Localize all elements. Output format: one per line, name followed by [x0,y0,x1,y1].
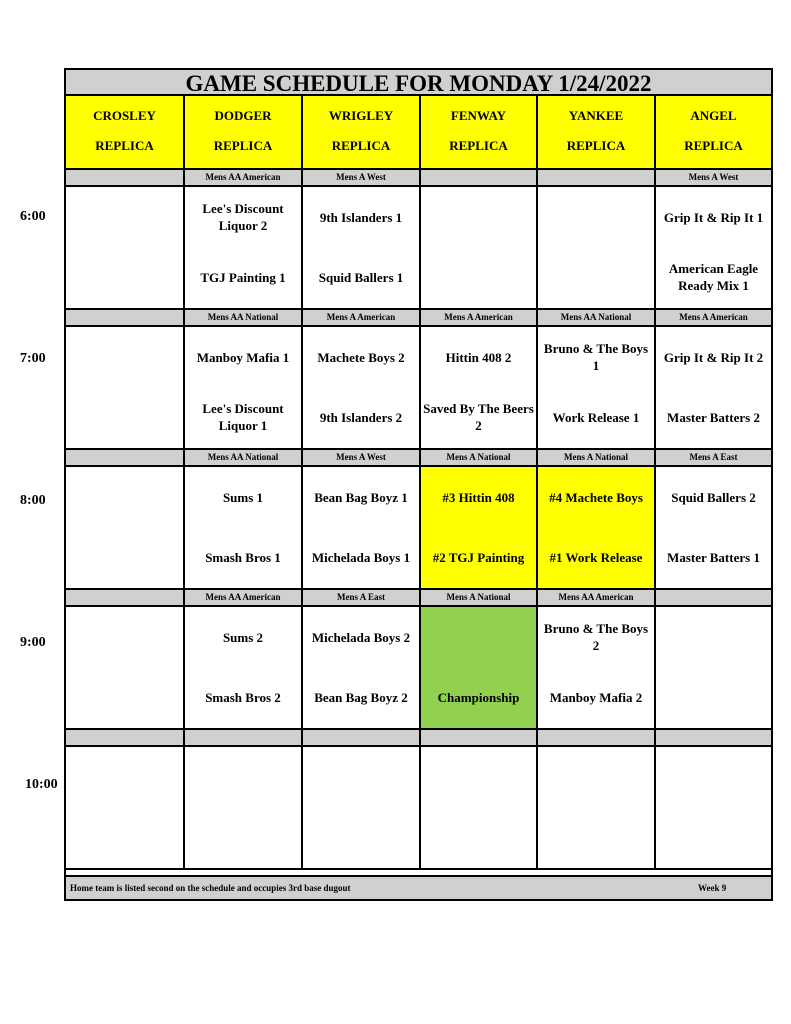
game-cell [655,326,771,449]
visiting-team [185,747,301,807]
game-cell [66,746,184,869]
visiting-team: Sums 2 [222,629,264,645]
division-label: Mens A National [420,589,537,606]
home-team: Michelada Boys 1 [311,549,411,565]
division-label [420,169,537,186]
home-team: Championship [437,689,520,705]
division-label [420,729,537,746]
visiting-team: Machete Boys 2 [317,349,405,365]
division-label: Mens A National [420,449,537,466]
division-label [66,729,184,746]
time-label: 9:00 [20,635,46,650]
field-header-row [66,96,771,169]
division-label: Mens AA American [184,589,302,606]
division-label: Mens A American [302,309,420,326]
time-label: 7:00 [20,351,46,366]
visiting-team: Squid Ballers 2 [671,489,756,505]
visiting-team [303,747,419,807]
visiting-team: Grip It & Rip It 1 [663,209,764,225]
visiting-team: #4 Machete Boys [549,489,643,505]
time-label: 10:00 [25,777,58,792]
division-row [66,449,771,466]
visiting-team: Hittin 408 2 [445,349,512,365]
game-row [66,186,771,309]
game-cell [302,746,420,869]
home-team: Squid Ballers 1 [318,269,404,285]
home-team: American Eagle Ready Mix 1 [668,261,759,293]
home-team: #2 TGJ Painting [432,549,525,565]
division-label [655,589,771,606]
game-cell [537,186,655,309]
division-label [655,729,771,746]
visiting-team: Grip It & Rip It 2 [663,349,764,365]
game-row [66,466,771,589]
home-team: Bean Bag Boyz 2 [314,689,408,705]
home-team [66,387,183,447]
division-label: Mens AA American [537,589,655,606]
visiting-team [538,187,654,247]
division-label: Mens AA National [184,309,302,326]
game-cell [302,606,420,729]
division-label [66,449,184,466]
division-label: Mens A East [655,449,771,466]
visiting-team: Bruno & The Boys 1 [543,341,649,373]
visiting-team [656,607,771,667]
game-row [66,326,771,449]
field-header-dodger: DODGER REPLICA [184,96,302,169]
game-cell [66,606,184,729]
home-team [656,807,771,867]
division-label: Mens A West [302,449,420,466]
visiting-team: Sums 1 [222,489,264,505]
home-team: Saved By The Beers 2 [423,401,534,433]
home-team [538,247,654,307]
game-cell [184,466,302,589]
home-team [66,667,183,727]
schedule-sheet [64,68,773,901]
visiting-team: Lee's Discount Liquor 2 [202,201,284,233]
visiting-team [66,607,183,667]
visiting-team [421,607,536,667]
visiting-team: Bean Bag Boyz 1 [314,489,408,505]
game-cell [655,466,771,589]
game-cell [537,746,655,869]
home-team [421,247,536,307]
home-team: Lee's Discount Liquor 1 [202,401,284,433]
page-title: GAME SCHEDULE FOR MONDAY 1/24/2022 [66,70,771,96]
field-header-fenway: FENWAY REPLICA [420,96,537,169]
home-team [66,247,183,307]
visiting-team: #3 Hittin 408 [442,489,515,505]
week-label: Week 9 [698,883,727,893]
division-label: Mens A National [537,449,655,466]
division-row [66,169,771,186]
visiting-team [66,747,183,807]
game-cell [420,186,537,309]
division-label: Mens AA American [184,169,302,186]
home-team [66,527,183,587]
division-row [66,729,771,746]
game-cell [420,746,537,869]
game-row [66,606,771,729]
visiting-team [66,187,183,247]
game-cell [655,186,771,309]
home-team: #1 Work Release [549,549,643,565]
division-label: Mens A West [302,169,420,186]
visiting-team: Michelada Boys 2 [311,629,411,645]
game-row [66,746,771,869]
game-cell [655,606,771,729]
footer [66,875,771,899]
home-team [185,807,301,867]
home-team [303,807,419,867]
home-team [421,807,536,867]
footer-note: Home team is listed second on the schedule and occupies 3rd base dugout [70,883,351,893]
game-cell [420,326,537,449]
division-row [66,589,771,606]
division-label [184,729,302,746]
visiting-team [66,467,183,527]
game-cell [302,186,420,309]
visiting-team: Bruno & The Boys 2 [543,621,649,653]
division-label [66,309,184,326]
visiting-team: Manboy Mafia 1 [196,349,290,365]
field-header-wrigley: WRIGLEY REPLICA [302,96,420,169]
home-team [538,807,654,867]
home-team: TGJ Painting 1 [200,269,286,285]
game-cell [184,746,302,869]
visiting-team [538,747,654,807]
game-cell [184,326,302,449]
division-label [66,169,184,186]
game-cell [420,466,537,589]
visiting-team [421,747,536,807]
game-cell [302,466,420,589]
home-team: Master Batters 2 [667,409,760,425]
home-team: Work Release 1 [552,409,640,425]
field-header-crosley: CROSLEY REPLICA [66,96,184,169]
home-team [656,667,771,727]
game-cell [420,606,537,729]
home-team: Manboy Mafia 2 [549,689,643,705]
game-cell [66,326,184,449]
game-cell [184,186,302,309]
home-team: Smash Bros 2 [205,689,281,705]
game-cell [537,466,655,589]
game-cell [537,606,655,729]
game-cell [66,466,184,589]
schedule-grid [66,96,771,870]
division-label [66,589,184,606]
game-cell [66,186,184,309]
division-label: Mens AA National [184,449,302,466]
division-row [66,309,771,326]
home-team: Smash Bros 1 [205,549,281,565]
time-label: 8:00 [20,493,46,508]
game-cell [537,326,655,449]
division-label: Mens A American [655,309,771,326]
division-label: Mens A American [420,309,537,326]
time-label: 6:00 [20,209,46,224]
visiting-team [421,187,536,247]
field-header-yankee: YANKEE REPLICA [537,96,655,169]
division-label [537,729,655,746]
game-cell [302,326,420,449]
visiting-team: 9th Islanders 1 [319,209,403,225]
home-team [66,807,183,867]
division-label [302,729,420,746]
division-label: Mens A East [302,589,420,606]
division-label: Mens AA National [537,309,655,326]
home-team: Master Batters 1 [667,549,760,565]
field-header-angel: ANGEL REPLICA [655,96,771,169]
visiting-team [656,747,771,807]
division-label: Mens A West [655,169,771,186]
game-cell [184,606,302,729]
visiting-team [66,327,183,387]
home-team: 9th Islanders 2 [319,409,403,425]
game-cell [655,746,771,869]
division-label [537,169,655,186]
